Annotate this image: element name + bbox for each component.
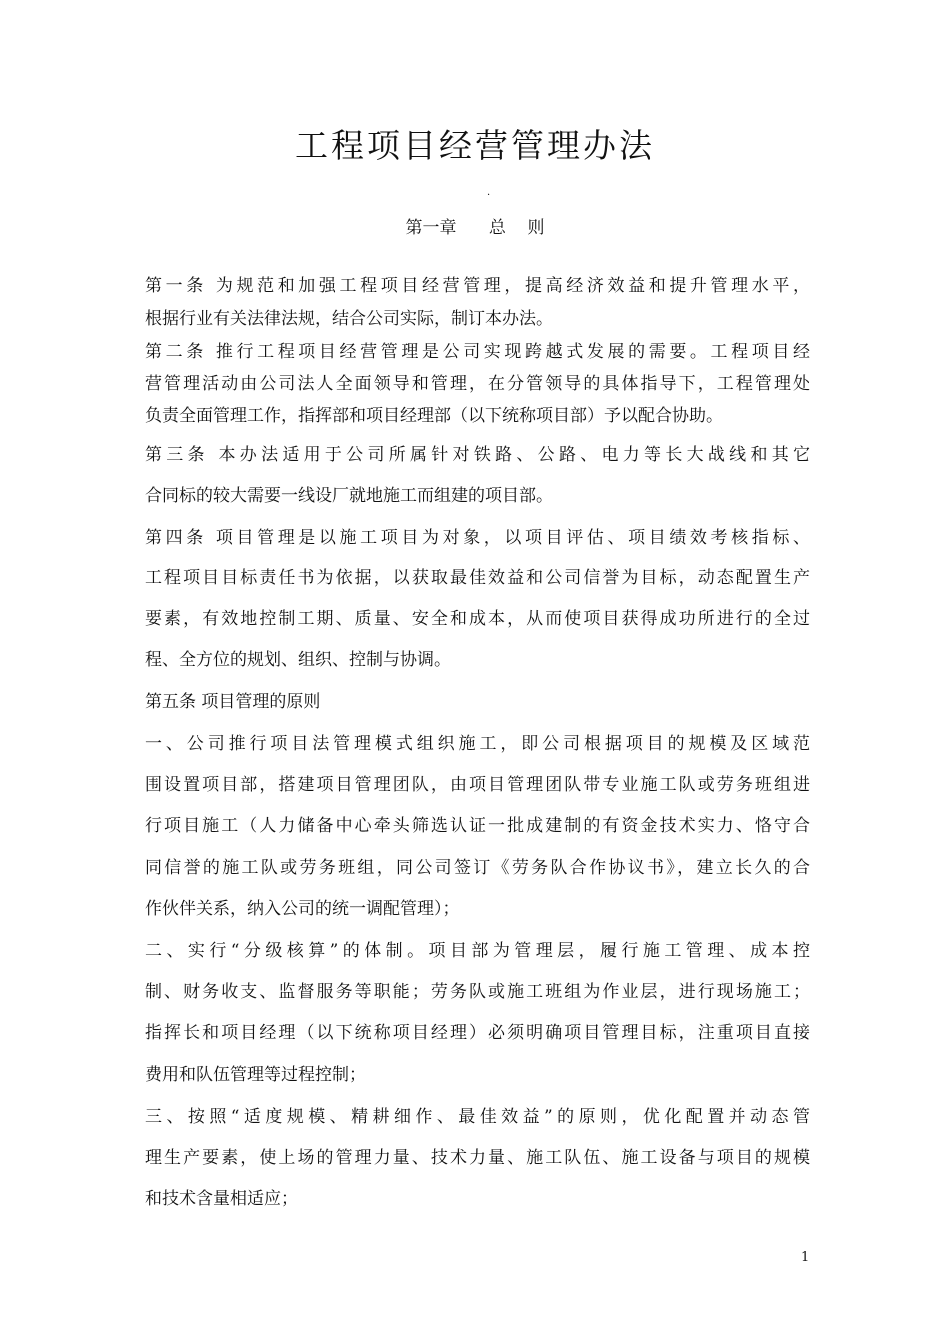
text-line: 营管理活动由公司法人全面领导和管理，在分管领导的具体指导下，工程管理处 bbox=[145, 374, 810, 394]
text-line: 根据行业有关法律法规，结合公司实际，制订本办法。 bbox=[145, 309, 553, 329]
text-line: 第三条 本办法适用于公司所属针对铁路、公路、电力等长大战线和其它 bbox=[145, 445, 810, 465]
separator-dot: · bbox=[487, 190, 491, 201]
text-line: 二、实行“分级核算”的体制。项目部为管理层，履行施工管理、成本控 bbox=[145, 941, 810, 961]
text-line: 同信誉的施工队或劳务班组，同公司签订《劳务队合作协议书》，建立长久的合 bbox=[145, 858, 810, 878]
text-line: 指挥长和项目经理（以下统称项目经理）必须明确项目管理目标，注重项目直接 bbox=[145, 1023, 810, 1043]
text-line: 工程项目目标责任书为依据，以获取最佳效益和公司信誉为目标，动态配置生产 bbox=[145, 568, 810, 588]
text-line: 三、按照“适度规模、精耕细作、最佳效益”的原则，优化配置并动态管 bbox=[145, 1107, 810, 1127]
text-line: 围设置项目部，搭建项目管理团队，由项目管理团队带专业施工队或劳务班组进 bbox=[145, 775, 810, 795]
page-number: 1 bbox=[801, 1250, 810, 1265]
text-line: 要素，有效地控制工期、质量、安全和成本，从而使项目获得成功所进行的全过 bbox=[145, 609, 810, 629]
text-line: 理生产要素，使上场的管理力量、技术力量、施工队伍、施工设备与项目的规模 bbox=[145, 1148, 810, 1168]
text-line: 第四条 项目管理是以施工项目为对象，以项目评估、项目绩效考核指标、 bbox=[145, 528, 810, 548]
text-line: 第一条 为规范和加强工程项目经营管理，提高经济效益和提升管理水平， bbox=[145, 276, 810, 296]
text-line: 行项目施工（人力储备中心牵头筛选认证一批成建制的有资金技术实力、恪守合 bbox=[145, 816, 810, 836]
text-line: 作伙伴关系，纳入公司的统一调配管理）； bbox=[145, 899, 460, 919]
text-line: 合同标的较大需要一线设厂就地施工而组建的项目部。 bbox=[145, 486, 553, 506]
text-line: 费用和队伍管理等过程控制； bbox=[145, 1065, 366, 1085]
text-line: 和技术含量相适应； bbox=[145, 1189, 298, 1209]
text-line: 一、公司推行项目法管理模式组织施工，即公司根据项目的规模及区域范 bbox=[145, 734, 810, 754]
document-title: 工程项目经营管理办法 bbox=[295, 126, 655, 165]
text-line: 程、全方位的规划、组织、控制与协调。 bbox=[145, 650, 451, 670]
text-line: 负责全面管理工作，指挥部和项目经理部（以下统称项目部）予以配合协助。 bbox=[145, 406, 723, 426]
text-line: 制、财务收支、监督服务等职能；劳务队或施工班组为作业层，进行现场施工； bbox=[145, 982, 810, 1002]
chapter-heading: 第一章 总 则 bbox=[405, 218, 545, 238]
text-line: 第二条 推行工程项目经营管理是公司实现跨越式发展的需要。工程项目经 bbox=[145, 342, 810, 362]
text-line: 第五条 项目管理的原则 bbox=[145, 692, 321, 712]
